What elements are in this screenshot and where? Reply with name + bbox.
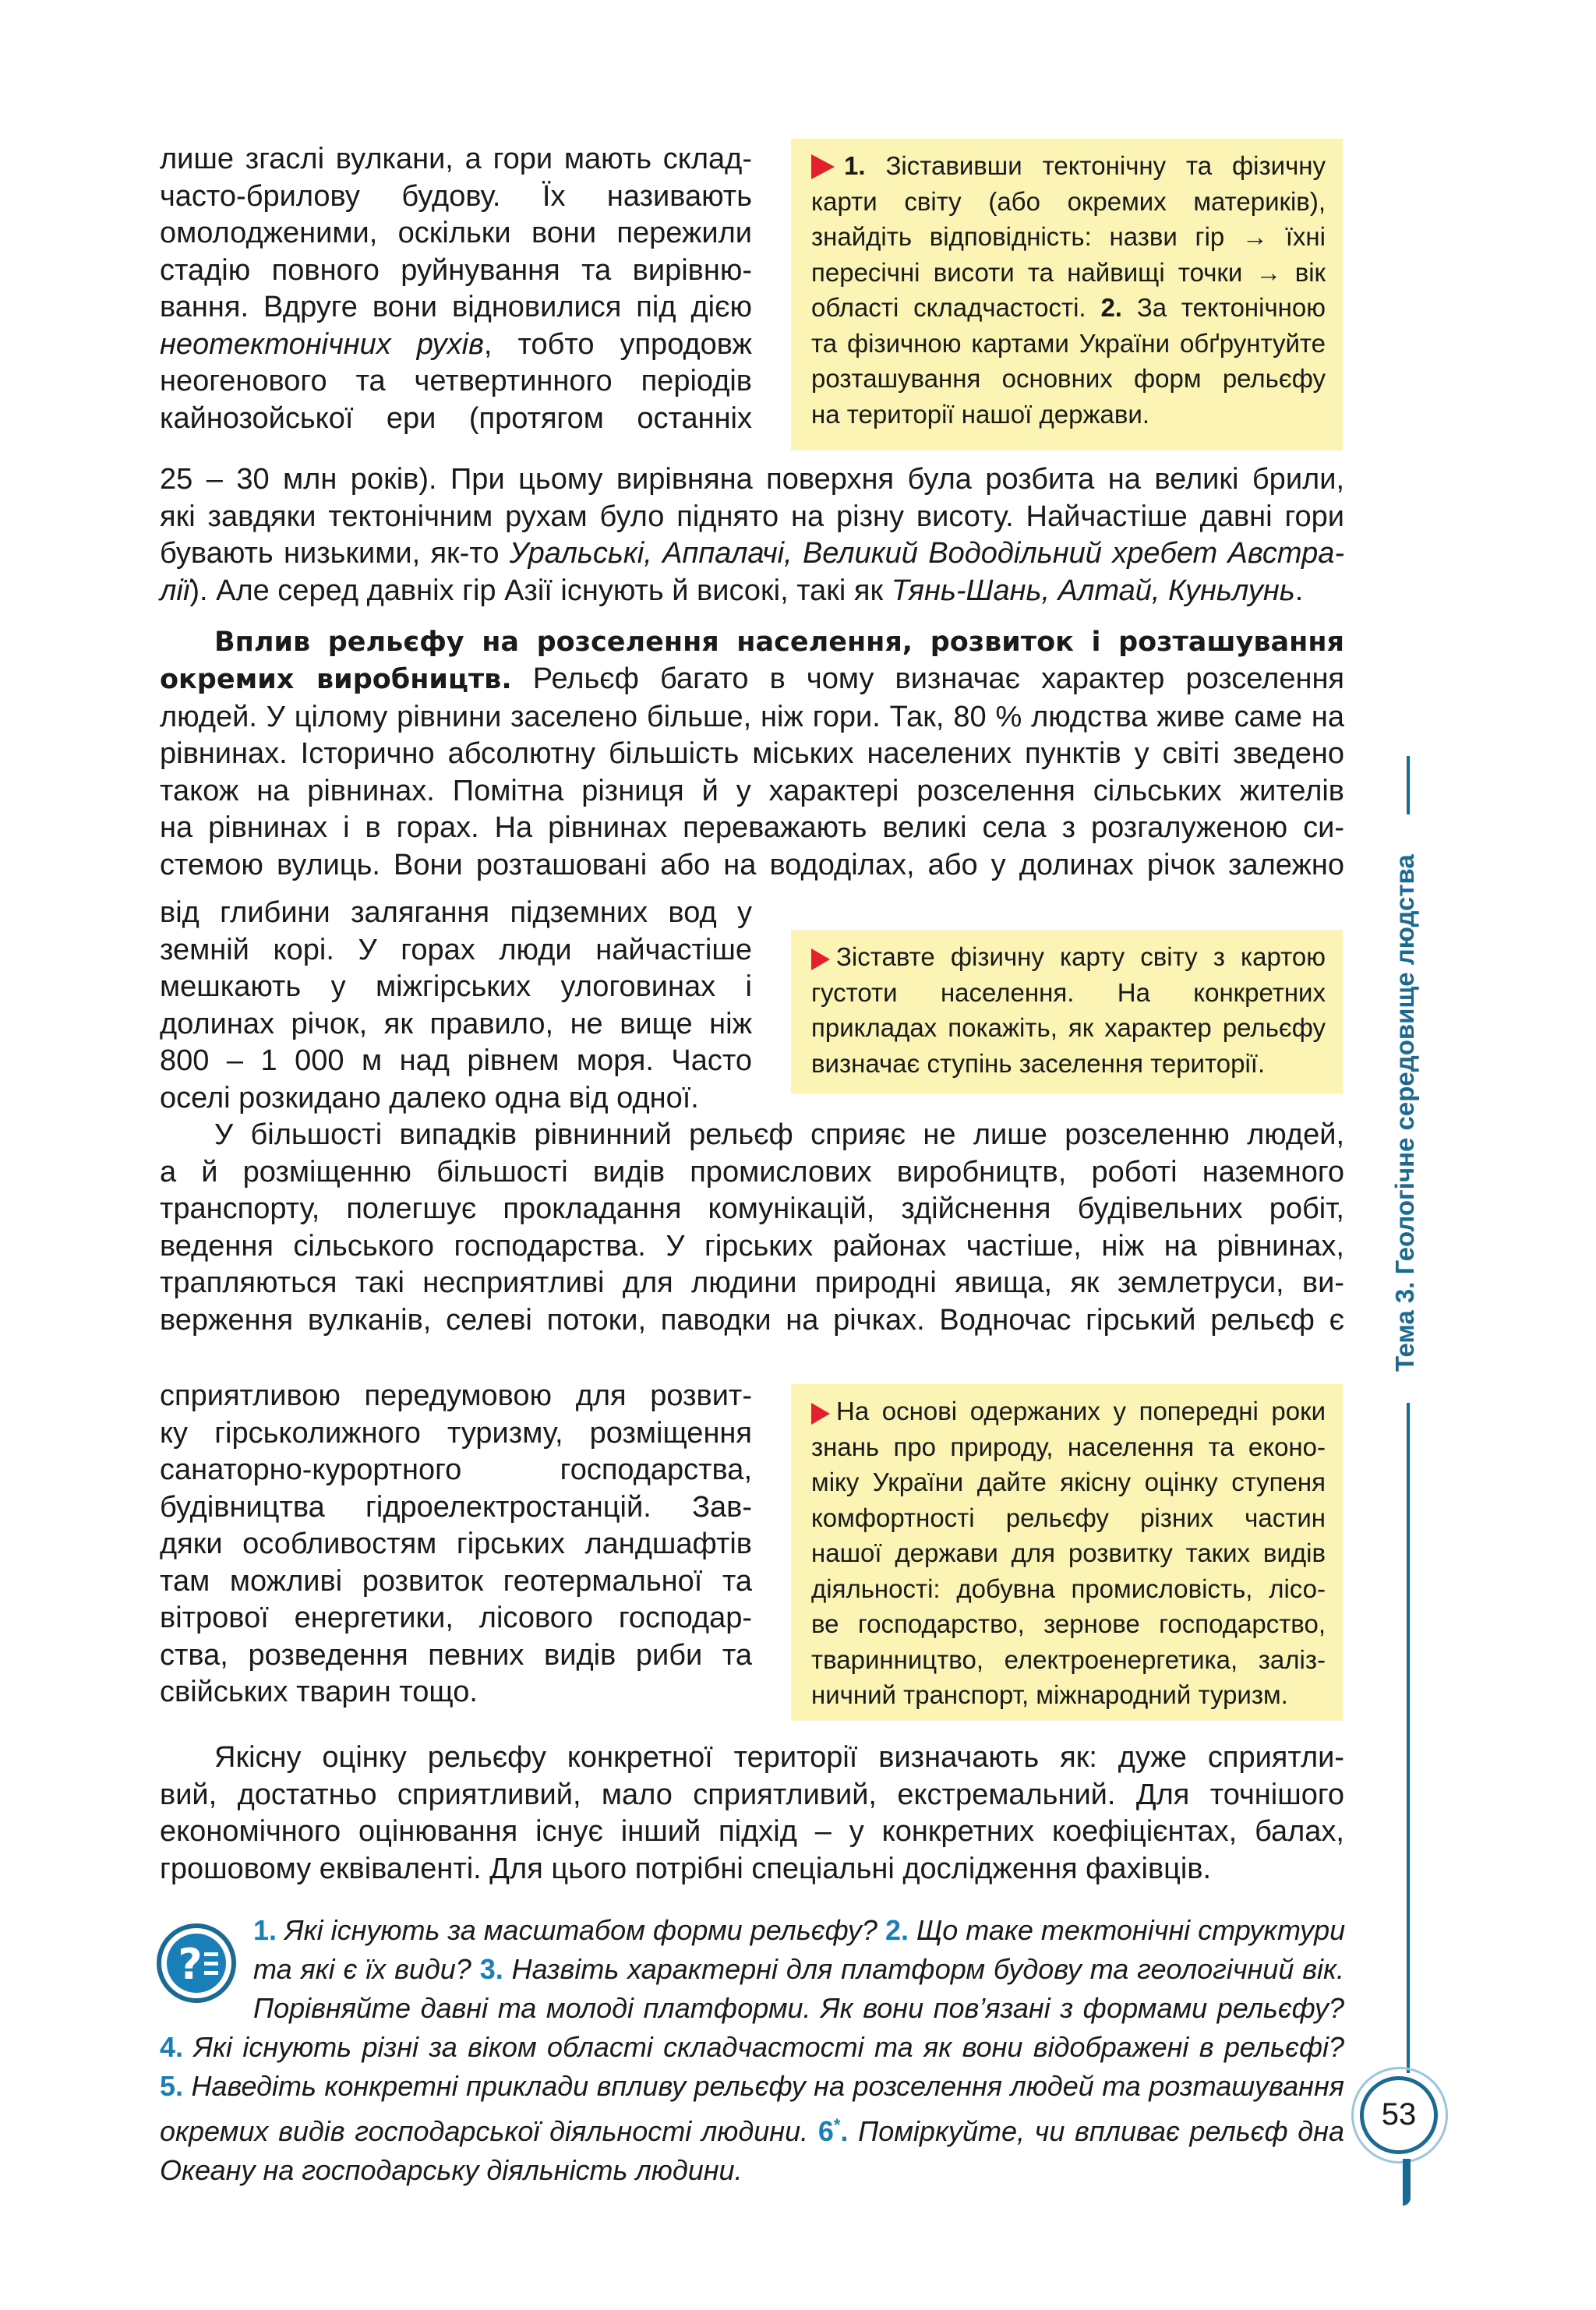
questions-block: 1. Які існують за масштабом форми рельєфу? 2. Що таке тектонічні структури та які є їх види? 3. Назвіть характерні для платформ будову та геологічний вік. Порівняйте давні та молоді платформи. Як вони пов’язані з формами рельєфу? (253, 1914, 1346, 2024)
text-line: лії). Але серед давніх гір Азії існують й високі, такі як Тянь-Шань, Алтай, Куньлунь. (160, 574, 1304, 607)
text-line: вання. Вдруге вони відновилися під дією (160, 291, 752, 323)
text-line: кайнозойської ери (протягом останніх (160, 401, 752, 435)
paragraph-3: У більшості випадків рівнинний рельєф сприяє не лише розселенню людей, а й розміщенню більшості видів промислових виробництв, роботі наземного транспорту, полегшує прокладання комунікацій, здійснення будівельних робіт, ведення сільського господарства. У гірських районах частіше, ніж на рівнинах, трапляються такі несприятливі для людини природні явища, як землетруси, ви- верження вулканів, селеві потоки, паводки на річках. Водночас гірський рельєф є (160, 1118, 1344, 1337)
text-line: які завдяки тектонічним рухам було піднято на різну висоту. Найчастіше давні гори (160, 500, 1344, 533)
text-line: омолодженими, оскільки вони пережили (160, 217, 752, 249)
task-box-2: Зіставте фізичну карту світу з картою густоти населення. На конкретних прикладах покажіть, як характер рельєфу визначає ступінь заселення території. (791, 930, 1343, 1093)
svg-text:?: ? (178, 1940, 203, 1989)
side-divider-top (1407, 756, 1410, 814)
term-neotectonic: неотектонічних рухів (160, 327, 484, 361)
text-line: неотектонічних рухів, тобто упродовж (160, 327, 752, 361)
side-chapter-title: Тема 3. Геологічне середовище людства (1390, 854, 1419, 1372)
text-line: неогенового та четвертинного періодів (160, 365, 752, 397)
text-line: бувають низькими, як-то Уральські, Аппалачі, Великий Вододільний хребет Австра- (160, 537, 1344, 570)
text-line: 25 – 30 млн років). При цьому вирівняна поверхня була розбита на великі брили, (160, 463, 1344, 496)
page-number: 53 (1360, 2076, 1438, 2154)
paragraph-3-narrow: сприятливою передумовою для розвит- ку гірськолижного туризму, розміщення санаторно-курортного господарства, будівництва гідроелектростанцій. Зав- дяки особливостям гірських ландшафтів там можливі розвиток геотермальної та вітрової енергетики, лісового господар- ства, розведення певних видів риби та свійських тварин тощо. (160, 1379, 752, 1708)
task-box-1: 1. Зіставивши тектонічну та фізичну карти світу (або окремих материків), знайдіть відповідність: назви гір → їхні пересічні висоти та найвищі точки → вік області складчастості. 2. За тектонічною та фізичною картами України обґрунтуйте розташування основних форм рельєфу на території нашої держави. (791, 139, 1343, 450)
play-arrow-icon (811, 948, 830, 970)
text-line: часто-брилову будову. Їх називають (160, 179, 752, 213)
paragraph-1-wide (160, 461, 1344, 609)
paragraph-1-narrow (160, 141, 752, 437)
paragraph-4: Якісну оцінку рельєфу конкретної території визначають як: дуже сприятли- вий, достатньо сприятливий, мало сприятливий, екстремальний. Для точнішого економічного оцінювання існує інший підхід – у конкретних коефіцієнтах, балах, грошовому еквіваленті. Для цього потрібні спеціальні дослідження фахівців. (160, 1741, 1344, 1885)
play-arrow-icon (811, 1403, 830, 1425)
paragraph-2-body: окремих виробництв. Рельєф багато в чому визначає характер розселення людей. У цілому рівнини заселено більше, ніж гори. Так, 80 % людства живе саме на рівнинах. Історично абсолютну більшість міських населених пунктів у світі зведено також на рівнинах. Помітна різниця й у характері розселення сільських жителів на рівнинах і в горах. На рівнинах переважають великі села з розгалуженою си- стемою вулиць. Вони розташовані або на вододілах, або у долинах річок залежно (160, 662, 1345, 881)
task-box-3: На основі одержаних у попередні роки знань про природу, населення та еконо- міку України дайте якісну оцінку ступеня комфортності рельєфу різних частин нашої держави для розвитку таких видів діяльності: добувна промисловість, лісо- ве господарство, зернове господарство, тваринництво, електроенергетика, заліз- ничний транспорт, міжнародний туризм. (791, 1384, 1343, 1721)
paragraph-2-narrow: від глибини залягання підземних вод у земній корі. У горах люди найчастіше мешкають у міжгірських улоговинах і долинах річок, як правило, не вище ніж 800 – 1 000 м над рівнем моря. Часто оселі розкидано далеко одна від одної. (160, 896, 752, 1114)
section-heading: Вплив рельєфу на розселення населення, розвиток і розташування (214, 627, 1344, 658)
text-line: стадію повного руйнування та вирівню- (160, 253, 752, 287)
page-number-tail (1403, 2159, 1411, 2206)
side-divider-bottom (1407, 1403, 1410, 2073)
text-line: лише згаслі вулкани, а гори мають склад- (160, 143, 752, 175)
paragraph-2 (160, 623, 1344, 662)
play-arrow-icon (811, 154, 835, 179)
questions-icon (156, 1923, 237, 2004)
questions-block-wide: 4. Які існують різні за віком області складчастості та як вони відображені в рельєфі? 5. Наведіть конкретні приклади впливу рельєфу на розселення людей та розташування окремих видів господарської діяльності людини. 6*. Поміркуйте, чи впливає рельєф дна Океану на господарську діяльність людини. (160, 2031, 1344, 2186)
